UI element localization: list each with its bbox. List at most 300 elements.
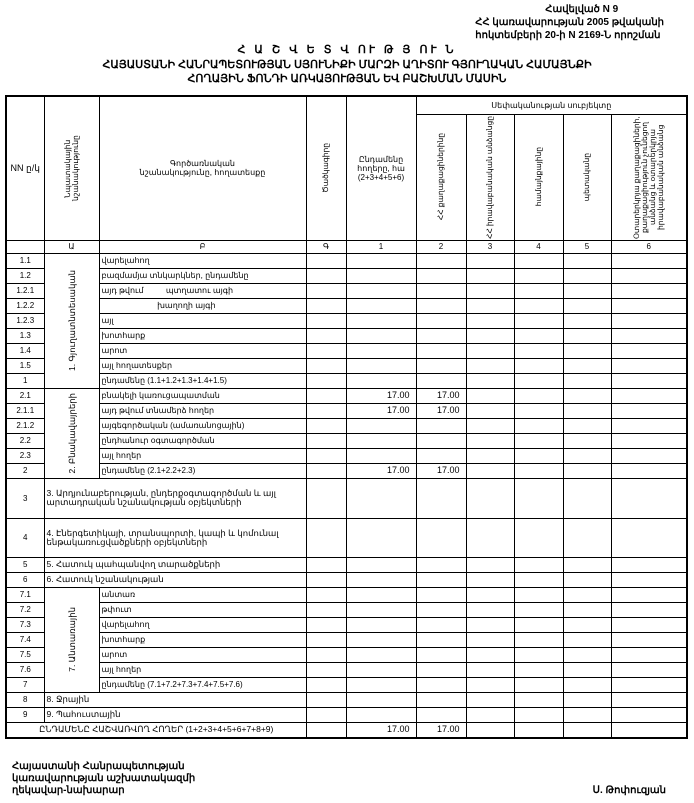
- header-total: Ընդամենը հողերը, հա (2+3+4+5+6): [346, 96, 416, 240]
- row-value: [514, 602, 563, 617]
- group-label: [44, 587, 99, 692]
- row-value: [514, 328, 563, 343]
- row-number: 1: [6, 373, 44, 388]
- row-value: [416, 677, 466, 692]
- index-row: [6, 240, 687, 253]
- annex-number: Հավելված N 9: [545, 4, 619, 15]
- row-value: [563, 448, 611, 463]
- table-row: [6, 373, 687, 388]
- row-value: [466, 572, 514, 587]
- row-value: [563, 388, 611, 403]
- row-value: [416, 707, 466, 722]
- row-value: [514, 373, 563, 388]
- row-number: 7.6: [6, 662, 44, 677]
- row-value: [466, 692, 514, 707]
- row-value: [514, 662, 563, 677]
- row-value: [306, 677, 346, 692]
- table-row: [6, 343, 687, 358]
- row-value: [416, 253, 466, 268]
- row-label: խոտհարք: [99, 632, 306, 647]
- row-value: [514, 557, 563, 572]
- row-value: [514, 253, 563, 268]
- row-value: [416, 343, 466, 358]
- row-value: [466, 328, 514, 343]
- row-value: [416, 692, 466, 707]
- row-value: [416, 328, 466, 343]
- table-row: [6, 617, 687, 632]
- row-value: [416, 358, 466, 373]
- row-value: [514, 268, 563, 283]
- row-value: [563, 253, 611, 268]
- row-value: [611, 463, 687, 478]
- row-value: [563, 403, 611, 418]
- row-value: [416, 587, 466, 602]
- table-row: [6, 557, 687, 572]
- row-value: [611, 692, 687, 707]
- row-value: [466, 388, 514, 403]
- total-value: [563, 722, 611, 738]
- row-value: [514, 707, 563, 722]
- table-row: [6, 662, 687, 677]
- row-value: [306, 692, 346, 707]
- row-value: [611, 358, 687, 373]
- row-value: [563, 418, 611, 433]
- row-value: [563, 572, 611, 587]
- row-value: [611, 343, 687, 358]
- row-value: [611, 328, 687, 343]
- table-row: [6, 403, 687, 418]
- row-value: [306, 572, 346, 587]
- row-label: բնակելի կառուցապատման: [99, 388, 306, 403]
- signatory-title: [12, 761, 195, 797]
- row-value: [563, 677, 611, 692]
- row-label: վարելահող: [99, 253, 306, 268]
- table-row: [6, 448, 687, 463]
- row-label: այդ թվում պտղատու այգի: [99, 283, 306, 298]
- group-label-text: 2. Բնակավայրերի: [66, 392, 77, 474]
- table-row: [6, 692, 687, 707]
- row-value: [611, 617, 687, 632]
- total-value: 17.00: [416, 722, 466, 738]
- index-cell: Գ: [306, 240, 346, 253]
- row-value: [466, 647, 514, 662]
- total-value: [466, 722, 514, 738]
- row-value: [306, 268, 346, 283]
- row-value: [466, 373, 514, 388]
- row-label: խոտհարք: [99, 328, 306, 343]
- header-function: Գործառնական նշանակությունը, հողատեսքը: [99, 96, 306, 240]
- document-title: Հ Ա Շ Վ Ե Տ Վ ՈՒ Թ Յ ՈՒ Ն: [237, 44, 457, 56]
- annex-reference: [475, 3, 664, 42]
- row-number: 1.2.3: [6, 313, 44, 328]
- row-value: 17.00: [416, 403, 466, 418]
- group-label-text: 1. Գյուղատնտեսական: [66, 270, 77, 371]
- row-label: բազմամյա տնկարկներ, ընդամենը: [99, 268, 306, 283]
- row-value: [514, 388, 563, 403]
- row-number: 5: [6, 557, 44, 572]
- total-label: ԸՆԴԱՄԵՆԸ ՀԱՇՎԱՌՎՈՂ ՀՈՂԵՐ (1+2+3+4+5+6+7+8+9): [6, 722, 306, 738]
- row-label: արոտ: [99, 647, 306, 662]
- row-value: [306, 373, 346, 388]
- row-value: [306, 343, 346, 358]
- row-value: [416, 373, 466, 388]
- row-value: [306, 433, 346, 448]
- row-value: [306, 707, 346, 722]
- row-value: [514, 463, 563, 478]
- row-value: [611, 253, 687, 268]
- row-value: [611, 647, 687, 662]
- row-value: [466, 313, 514, 328]
- total-value: [611, 722, 687, 738]
- row-value: [514, 692, 563, 707]
- table-row: [6, 518, 687, 557]
- row-value: [416, 557, 466, 572]
- row-value: [306, 448, 346, 463]
- row-value: [611, 572, 687, 587]
- row-number: 1.2.2: [6, 298, 44, 313]
- row-number: 2.1.1: [6, 403, 44, 418]
- row-value: [346, 662, 416, 677]
- row-value: [563, 328, 611, 343]
- row-value: [416, 632, 466, 647]
- row-number: 2.1: [6, 388, 44, 403]
- row-value: [466, 448, 514, 463]
- row-value: [306, 388, 346, 403]
- row-label: ընդամենը (7.1+7.2+7.3+7.4+7.5+7.6): [99, 677, 306, 692]
- annex-line: հոկտեմբերի 20-ի N 2169-Ն որոշման: [475, 30, 661, 41]
- table-row: [6, 602, 687, 617]
- row-value: [611, 448, 687, 463]
- group-label-text: 7. Անտառային: [66, 607, 77, 672]
- row-value: [466, 662, 514, 677]
- index-cell: 4: [514, 240, 563, 253]
- row-label: այլ հողեր: [99, 662, 306, 677]
- document-subtitle: [0, 58, 694, 86]
- row-value: [306, 403, 346, 418]
- row-value: [611, 298, 687, 313]
- table-row: [6, 358, 687, 373]
- row-value: [346, 707, 416, 722]
- row-number: 6: [6, 572, 44, 587]
- table-row: [6, 328, 687, 343]
- row-value: [466, 602, 514, 617]
- table-row: [6, 463, 687, 478]
- row-value: [563, 557, 611, 572]
- row-value: [514, 647, 563, 662]
- row-number: 8: [6, 692, 44, 707]
- row-value: [416, 283, 466, 298]
- row-value: [611, 283, 687, 298]
- row-value: [466, 253, 514, 268]
- row-value: [466, 358, 514, 373]
- row-value: [346, 343, 416, 358]
- row-value: [611, 403, 687, 418]
- row-value: [466, 518, 514, 557]
- row-value: 17.00: [346, 403, 416, 418]
- row-value: [346, 373, 416, 388]
- row-label: 9. Պահուստային: [44, 707, 306, 722]
- row-value: [611, 602, 687, 617]
- table-row: [6, 587, 687, 602]
- row-value: [346, 268, 416, 283]
- header-col4-text: համայնքայինը: [533, 147, 543, 207]
- table-row: [6, 647, 687, 662]
- row-value: 17.00: [346, 463, 416, 478]
- row-value: [306, 253, 346, 268]
- row-value: [563, 692, 611, 707]
- row-value: [416, 268, 466, 283]
- row-value: [563, 617, 611, 632]
- row-value: [306, 602, 346, 617]
- row-value: [514, 587, 563, 602]
- total-value: 17.00: [346, 722, 416, 738]
- row-number: 2.1.2: [6, 418, 44, 433]
- row-value: [416, 518, 466, 557]
- row-label: այլ հողատեսքեր: [99, 358, 306, 373]
- row-number: 7.2: [6, 602, 44, 617]
- table-row: [6, 478, 687, 518]
- row-label: այլ: [99, 313, 306, 328]
- row-value: [563, 478, 611, 518]
- row-label: 4. Էներգետիկայի, տրանսպորտի, կապի և կոմունալ ենթակառուցվածքների օբյեկտների: [44, 518, 306, 557]
- row-value: [306, 298, 346, 313]
- header-code: [306, 96, 346, 240]
- group-label: [44, 388, 99, 478]
- row-label: ընդամենը (2.1+2.2+2.3): [99, 463, 306, 478]
- row-label: անտառ: [99, 587, 306, 602]
- header-purpose-text: Նպատակային նշանակությունը: [62, 135, 80, 202]
- total-value: [514, 722, 563, 738]
- row-value: [466, 707, 514, 722]
- row-value: [611, 268, 687, 283]
- row-value: [306, 358, 346, 373]
- table-row: [6, 298, 687, 313]
- row-label: վարելահող: [99, 617, 306, 632]
- row-value: [514, 283, 563, 298]
- header-col6-text: Օտարերկրյա քաղաքացիների, քաղաքացիություն չունեցող անձանց և օտարերկրյա իրավաբանական անձանց: [631, 115, 665, 239]
- row-value: 17.00: [346, 388, 416, 403]
- row-value: [466, 617, 514, 632]
- row-label: 3. Արդյունաբերության, ընդերքօգտագործման և այլ արտադրական նշանակության օբյեկտների: [44, 478, 306, 518]
- row-value: [306, 313, 346, 328]
- signatory-line: Հայաստանի Հանրապետության: [12, 761, 185, 772]
- row-value: [306, 518, 346, 557]
- row-value: 17.00: [416, 463, 466, 478]
- row-number: 7.5: [6, 647, 44, 662]
- row-label: ընդամենը (1.1+1.2+1.3+1.4+1.5): [99, 373, 306, 388]
- row-value: [416, 602, 466, 617]
- table-row: [6, 388, 687, 403]
- row-value: [306, 632, 346, 647]
- row-number: 7.1: [6, 587, 44, 602]
- row-label: թփուտ: [99, 602, 306, 617]
- row-value: [466, 433, 514, 448]
- table-row: [6, 418, 687, 433]
- row-value: [346, 692, 416, 707]
- row-value: [416, 418, 466, 433]
- row-value: [466, 677, 514, 692]
- index-cell: 6: [611, 240, 687, 253]
- row-value: [563, 283, 611, 298]
- row-value: [514, 298, 563, 313]
- row-value: [306, 328, 346, 343]
- subtitle-line: ՀՈՂԱՅԻՆ ՖՈՆԴԻ ԱՌԿԱՅՈՒԹՅԱՆ ԵՎ ԲԱՇԽՄԱՆ ՄԱՍԻՆ: [187, 73, 507, 85]
- table-row: [6, 632, 687, 647]
- row-value: [306, 463, 346, 478]
- header-col5: [563, 114, 611, 240]
- row-value: [416, 433, 466, 448]
- row-value: [514, 617, 563, 632]
- row-value: [514, 418, 563, 433]
- row-value: [514, 448, 563, 463]
- row-value: [563, 707, 611, 722]
- row-value: [563, 647, 611, 662]
- row-number: 3: [6, 478, 44, 518]
- row-value: [514, 313, 563, 328]
- row-label: 8. Ջրային: [44, 692, 306, 707]
- header-nn: NN ը/կ: [6, 96, 44, 240]
- row-value: [466, 463, 514, 478]
- header-col2-text: ՀՀ քաղաքացիներինը: [436, 133, 445, 221]
- row-value: [563, 463, 611, 478]
- row-value: [346, 602, 416, 617]
- row-value: [466, 343, 514, 358]
- subtitle-line: ՀԱՅԱՍՏԱՆԻ ՀԱՆՐԱՊԵՏՈՒԹՅԱՆ ՍՅՈՒՆԻՔԻ ՄԱՐԶԻ ԱՂԻՏՈՒ ԳՅՈՒՂԱԿԱՆ ՀԱՄԱՅՆՔԻ: [102, 59, 592, 71]
- index-cell: Ա: [44, 240, 99, 253]
- signatory-line: կառավարության աշխատակազմի: [12, 773, 196, 784]
- row-value: [563, 632, 611, 647]
- row-value: [563, 298, 611, 313]
- row-value: [514, 343, 563, 358]
- row-value: [514, 433, 563, 448]
- row-value: [611, 433, 687, 448]
- row-value: [346, 313, 416, 328]
- row-value: [416, 572, 466, 587]
- header-col5-text: պետականը: [582, 152, 591, 202]
- table-row: [6, 253, 687, 268]
- table-row: [6, 677, 687, 692]
- row-value: [466, 557, 514, 572]
- land-fund-table: [5, 95, 688, 739]
- row-value: [466, 283, 514, 298]
- table-row: [6, 433, 687, 448]
- row-value: [306, 617, 346, 632]
- row-number: 2.2: [6, 433, 44, 448]
- row-label: այգեգործական (ամառանոցային): [99, 418, 306, 433]
- row-value: [306, 478, 346, 518]
- row-value: [306, 418, 346, 433]
- index-cell: Բ: [99, 240, 306, 253]
- row-value: [611, 373, 687, 388]
- row-number: 2.3: [6, 448, 44, 463]
- row-value: [611, 662, 687, 677]
- row-value: [466, 268, 514, 283]
- row-label: այլ հողեր: [99, 448, 306, 463]
- total-row: [6, 722, 687, 738]
- header-col6: [611, 114, 687, 240]
- row-number: 4: [6, 518, 44, 557]
- group-label: [44, 253, 99, 388]
- row-value: [346, 557, 416, 572]
- table-row: [6, 707, 687, 722]
- row-value: [416, 617, 466, 632]
- row-value: [346, 283, 416, 298]
- table-row: [6, 572, 687, 587]
- row-label: 6. Հատուկ նշանակության: [44, 572, 306, 587]
- row-value: [563, 587, 611, 602]
- signatory-name: Ս. Թոփուզյան: [592, 785, 666, 796]
- row-number: 7: [6, 677, 44, 692]
- row-value: [466, 632, 514, 647]
- row-number: 7.3: [6, 617, 44, 632]
- row-value: [346, 328, 416, 343]
- row-value: [346, 478, 416, 518]
- row-value: [563, 268, 611, 283]
- index-cell: 5: [563, 240, 611, 253]
- row-value: [346, 677, 416, 692]
- row-value: [514, 677, 563, 692]
- row-value: [611, 418, 687, 433]
- row-value: [306, 662, 346, 677]
- row-label: խաղողի այգի: [99, 298, 306, 313]
- row-value: [611, 557, 687, 572]
- row-value: [611, 707, 687, 722]
- row-value: [346, 418, 416, 433]
- row-label: ընդհանուր օգտագործման: [99, 433, 306, 448]
- row-number: 2: [6, 463, 44, 478]
- row-value: [466, 587, 514, 602]
- header-col3-text: ՀՀ իրավաբանական անձանցը: [485, 115, 494, 239]
- signatory-line: ղեկավար-նախարար: [12, 785, 125, 796]
- row-value: [611, 313, 687, 328]
- row-number: 1.4: [6, 343, 44, 358]
- row-value: [346, 358, 416, 373]
- row-value: [346, 587, 416, 602]
- row-value: [611, 388, 687, 403]
- row-number: 1.5: [6, 358, 44, 373]
- row-value: [346, 518, 416, 557]
- row-value: [346, 433, 416, 448]
- index-cell: 1: [346, 240, 416, 253]
- row-value: [563, 343, 611, 358]
- header-col2: [416, 114, 466, 240]
- row-value: [416, 298, 466, 313]
- row-value: [416, 662, 466, 677]
- row-value: [611, 478, 687, 518]
- row-value: [416, 647, 466, 662]
- row-value: [611, 677, 687, 692]
- row-value: [611, 632, 687, 647]
- row-value: [563, 518, 611, 557]
- row-value: [514, 403, 563, 418]
- row-value: 17.00: [416, 388, 466, 403]
- row-value: [306, 647, 346, 662]
- row-value: [306, 557, 346, 572]
- header-col4: [514, 114, 563, 240]
- row-number: 1.2: [6, 268, 44, 283]
- row-value: [306, 587, 346, 602]
- row-number: 9: [6, 707, 44, 722]
- row-value: [416, 478, 466, 518]
- row-value: [416, 313, 466, 328]
- header-purpose: [44, 96, 99, 240]
- row-value: [563, 662, 611, 677]
- row-value: [563, 358, 611, 373]
- row-value: [514, 572, 563, 587]
- row-value: [514, 358, 563, 373]
- header-col3: [466, 114, 514, 240]
- row-label: այդ թվում տնամերձ հողեր: [99, 403, 306, 418]
